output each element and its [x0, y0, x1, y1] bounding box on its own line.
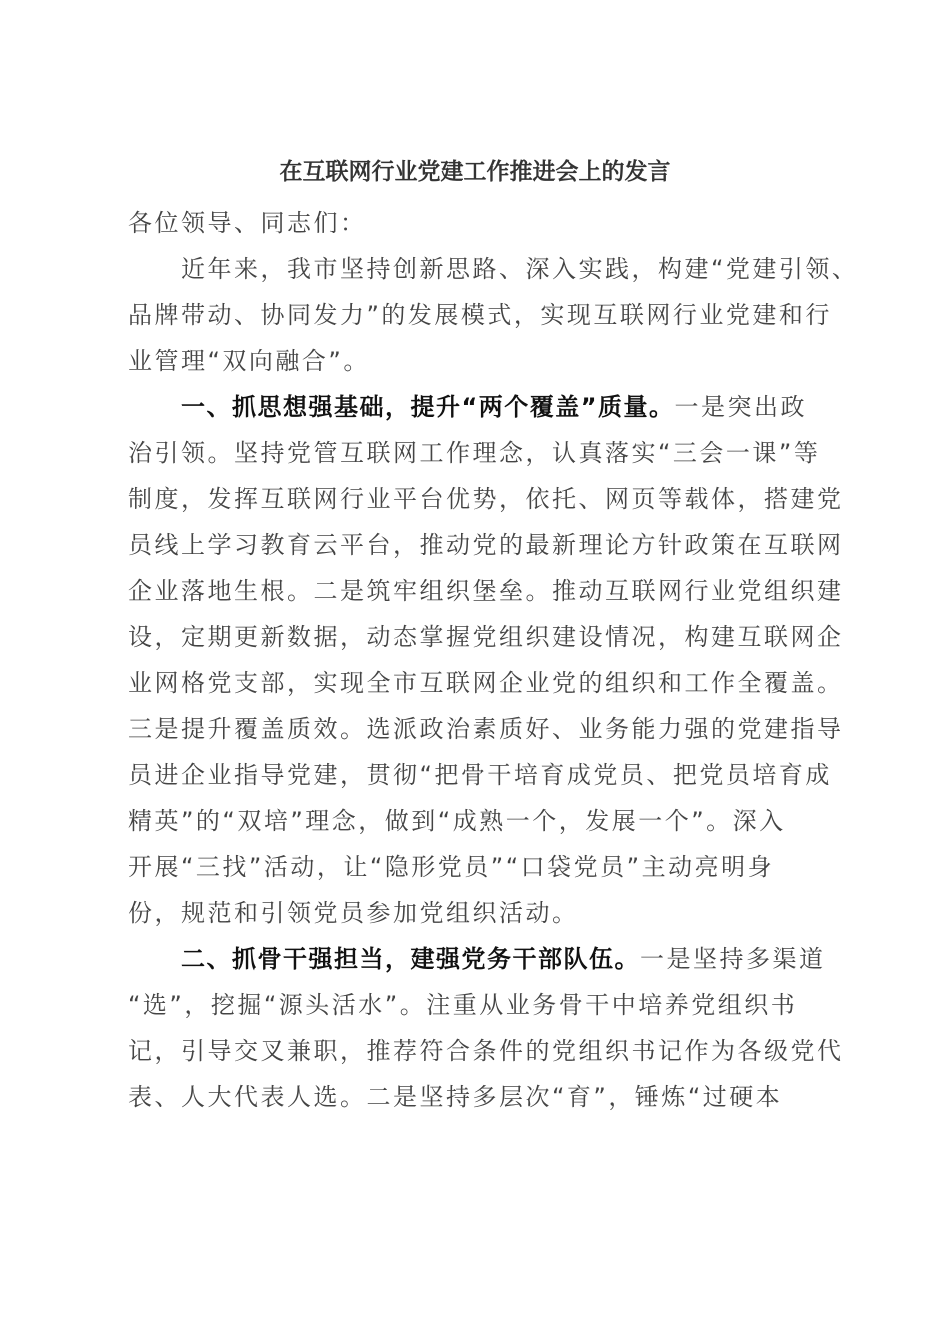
- text-line: [128, 522, 844, 568]
- line-text: 记，引导交叉兼职，推荐符合条件的党组织书记作为各级党代: [128, 1037, 844, 1065]
- line-text: 品牌带动、协同发力”的发展模式，实现互联网行业党建和行: [128, 301, 832, 329]
- text-line: [128, 890, 828, 936]
- line-text: 员进企业指导党建，贯彻“把骨干培育成党员、把党员培育成: [128, 761, 832, 789]
- line-text: 表、人大代表人选。二是坚持多层次“育”，锤炼“过硬本: [128, 1083, 783, 1111]
- line-text: 一是坚持多渠道: [640, 945, 826, 973]
- text-line: [128, 614, 844, 660]
- section-heading-line: [128, 936, 828, 982]
- section-heading-line: [128, 384, 828, 430]
- paragraph-lines: [128, 246, 859, 1120]
- line-text: 企业落地生根。二是筑牢组织堡垒。推动互联网行业党组织建: [128, 577, 844, 605]
- text-line: [128, 798, 828, 844]
- line-text: 治引领。坚持党管互联网工作理念，认真落实“三会一课”等: [128, 439, 821, 467]
- line-text: 开展“三找”活动，让“隐形党员”“口袋党员”主动亮明身: [128, 853, 775, 881]
- text-line: [128, 338, 828, 384]
- text-line: [128, 706, 844, 752]
- text-line: [128, 1074, 828, 1120]
- line-text: 员线上学习教育云平台，推动党的最新理论方针政策在互联网: [128, 531, 844, 559]
- text-line: [128, 568, 844, 614]
- document-title: 在互联网行业党建工作推进会上的发言: [279, 158, 671, 185]
- line-text: “选”，挖掘“源头活水”。注重从业务骨干中培养党组织书: [128, 991, 798, 1019]
- text-line: [128, 292, 832, 338]
- document-body: [128, 200, 859, 1120]
- line-text: 三是提升覆盖质效。选派政治素质好、业务能力强的党建指导: [128, 715, 844, 743]
- line-text: 精英”的“双培”理念，做到“成熟一个，发展一个”。深入: [128, 807, 786, 835]
- line-text: 一是突出政: [674, 393, 808, 421]
- line-text: 份，规范和引领党员参加党组织活动。: [128, 899, 579, 927]
- salutation: 各位领导、同志们：: [128, 209, 367, 237]
- line-text: 设，定期更新数据，动态掌握党组织建设情况，构建互联网企: [128, 623, 844, 651]
- text-line: [128, 1028, 844, 1074]
- text-line: [128, 430, 828, 476]
- text-line: [128, 844, 828, 890]
- line-text: 近年来，我市坚持创新思路、深入实践，构建“党建引领、: [181, 255, 859, 283]
- line-text: 业网格党支部，实现全市互联网企业党的组织和工作全覆盖。: [128, 669, 844, 697]
- line-text: 制度，发挥互联网行业平台优势，依托、网页等载体，搭建党: [128, 485, 844, 513]
- text-line: [128, 982, 828, 1028]
- section-heading: 二、抓骨干强担当，建强党务干部队伍。: [181, 945, 640, 973]
- text-line: [128, 476, 844, 522]
- section-heading: 一、抓思想强基础，提升“两个覆盖”质量。: [181, 393, 675, 421]
- text-line: [128, 246, 859, 292]
- text-line: [128, 660, 844, 706]
- line-text: 业管理“双向融合”。: [128, 347, 370, 375]
- text-line: [128, 752, 832, 798]
